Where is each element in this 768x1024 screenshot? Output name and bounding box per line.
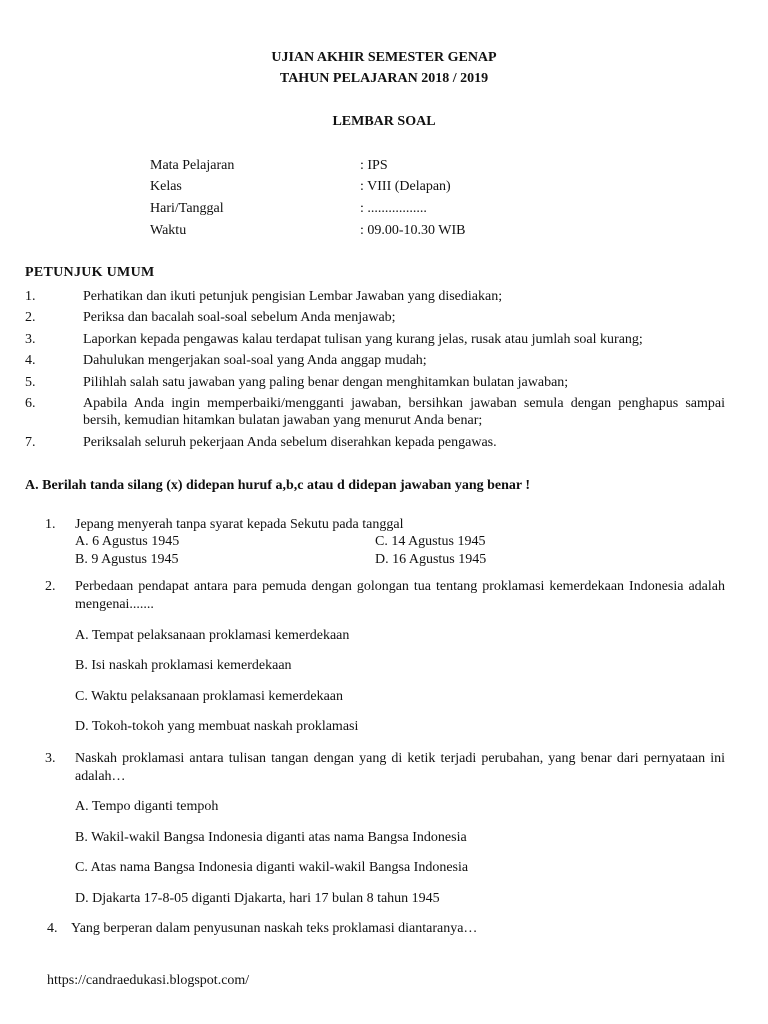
answer-option-b: B. Wakil-wakil Bangsa Indonesia diganti atas nama Bangsa Indonesia (75, 830, 467, 845)
answer-option-a: A. 6 Agustus 1945 (75, 534, 180, 549)
answer-option-d: D. Djakarta 17-8-05 diganti Djakarta, hari 17 bulan 8 tahun 1945 (75, 891, 440, 906)
instruction-number: 6. (25, 396, 36, 411)
question-text: Perbedaan pendapat antara para pemuda dengan golongan tua tentang proklamasi kemerdekaan Indonesia adalah mengenai....... (75, 579, 725, 612)
question-number: 3. (45, 751, 56, 766)
question-4-number: 4. (47, 921, 58, 936)
question-text: Jepang menyerah tanpa syarat kepada Sekutu pada tanggal (75, 517, 404, 532)
instruction-text: Laporkan kepada pengawas kalau terdapat tulisan yang kurang jelas, rusak atau jumlah soal kurang; (83, 332, 643, 347)
info-value: : ................. (360, 201, 427, 216)
instruction-text: Apabila Anda ingin memperbaiki/mengganti jawaban, bersihkan jawaban semula dengan penghapus sampai bersih, kemudian hitamkan bulatan jawaban yang menurut Anda benar; (83, 396, 725, 428)
instruction-number: 2. (25, 310, 36, 325)
info-row-date (150, 201, 650, 221)
footer-url: https://candraedukasi.blogspot.com/ (47, 973, 250, 988)
section-a-heading: A. Berilah tanda silang (x) didepan huruf a,b,c atau d didepan jawaban yang benar ! (25, 478, 531, 493)
info-value: : VIII (Delapan) (360, 179, 451, 194)
instruction-text: Dahulukan mengerjakan soal-soal yang Anda anggap mudah; (83, 353, 427, 368)
info-label: Kelas (150, 179, 182, 194)
info-row-time (150, 223, 650, 243)
question-text: Naskah proklamasi antara tulisan tangan dengan yang di ketik terjadi perubahan, yang benar dari pernyataan ini adalah… (75, 751, 725, 784)
info-label: Mata Pelajaran (150, 158, 235, 173)
instruction-number: 7. (25, 435, 36, 450)
instruction-number: 1. (25, 289, 36, 304)
sheet-title: LEMBAR SOAL (332, 114, 436, 129)
instruction-text: Periksa dan bacalah soal-soal sebelum Anda menjawab; (83, 310, 396, 325)
answer-option-a: A. Tempat pelaksanaan proklamasi kemerdekaan (75, 628, 350, 643)
info-value: : 09.00-10.30 WIB (360, 223, 466, 238)
answer-option-c: C. Waktu pelaksanaan proklamasi kemerdekaan (75, 689, 344, 704)
question-4-text: Yang berperan dalam penyusunan naskah teks proklamasi diantaranya… (71, 921, 478, 936)
question-number: 1. (45, 517, 56, 532)
answer-option-b: B. 9 Agustus 1945 (75, 552, 179, 567)
info-value: : IPS (360, 158, 388, 173)
instruction-text: Perhatikan dan ikuti petunjuk pengisian Lembar Jawaban yang disediakan; (83, 289, 503, 304)
instruction-number: 4. (25, 353, 36, 368)
answer-option-c: C. Atas nama Bangsa Indonesia diganti wakil-wakil Bangsa Indonesia (75, 860, 469, 875)
info-label: Waktu (150, 223, 187, 238)
instruction-number: 3. (25, 332, 36, 347)
exam-title: UJIAN AKHIR SEMESTER GENAP (271, 50, 497, 65)
answer-option-d: D. 16 Agustus 1945 (375, 552, 487, 567)
instruction-text: Periksalah seluruh pekerjaan Anda sebelum diserahkan kepada pengawas. (83, 435, 497, 450)
answer-option-a: A. Tempo diganti tempoh (75, 799, 219, 814)
academic-year: TAHUN PELAJARAN 2018 / 2019 (279, 71, 489, 86)
answer-option-d: D. Tokoh-tokoh yang membuat naskah proklamasi (75, 719, 359, 734)
instruction-number: 5. (25, 375, 36, 390)
question-number: 2. (45, 579, 56, 594)
answer-option-b: B. Isi naskah proklamasi kemerdekaan (75, 658, 292, 673)
instructions-heading: PETUNJUK UMUM (25, 265, 155, 280)
info-label: Hari/Tanggal (150, 201, 224, 216)
info-row-class (150, 179, 650, 199)
instruction-text: Pilihlah salah satu jawaban yang paling benar dengan menghitamkan bulatan jawaban; (83, 375, 569, 390)
answer-option-c: C. 14 Agustus 1945 (375, 534, 486, 549)
info-row-subject (150, 158, 650, 178)
